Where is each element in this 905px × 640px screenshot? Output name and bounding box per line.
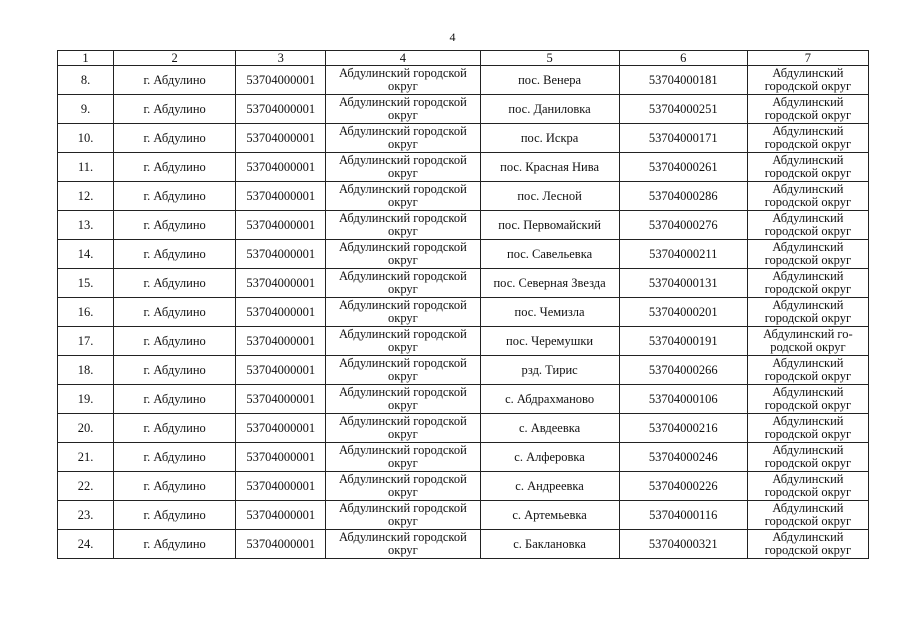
table-row bbox=[58, 269, 869, 298]
district-cell: Абдулинский городской округ bbox=[326, 356, 480, 385]
settlement-code-cell: 53704000201 bbox=[619, 298, 747, 327]
table-header-row bbox=[58, 51, 869, 66]
page-number: 4 bbox=[449, 30, 456, 44]
column-header: 5 bbox=[480, 51, 619, 66]
settlement-code-cell: 53704000266 bbox=[619, 356, 747, 385]
settlement-code-cell: 53704000226 bbox=[619, 472, 747, 501]
city-cell: г. Абдулино bbox=[114, 414, 236, 443]
okrug-cell: Абдулинский городской округ bbox=[747, 95, 868, 124]
okrug-cell: Абдулинский городской округ bbox=[747, 530, 868, 559]
column-header: 1 bbox=[58, 51, 114, 66]
settlement-code-cell: 53704000246 bbox=[619, 443, 747, 472]
row-number-cell: 8. bbox=[58, 66, 114, 95]
settlement-code-cell: 53704000276 bbox=[619, 211, 747, 240]
city-code-cell: 53704000001 bbox=[236, 182, 326, 211]
settlement-code-cell: 53704000321 bbox=[619, 530, 747, 559]
row-number-cell: 17. bbox=[58, 327, 114, 356]
table-row bbox=[58, 472, 869, 501]
city-cell: г. Абдулино bbox=[114, 95, 236, 124]
city-code-cell: 53704000001 bbox=[236, 95, 326, 124]
row-number-cell: 18. bbox=[58, 356, 114, 385]
district-cell: Абдулинский городской округ bbox=[326, 269, 480, 298]
settlement-cell: пос. Искра bbox=[480, 124, 619, 153]
row-number-cell: 21. bbox=[58, 443, 114, 472]
row-number-cell: 22. bbox=[58, 472, 114, 501]
settlement-cell: пос. Венера bbox=[480, 66, 619, 95]
okrug-cell: Абдулинский городской округ bbox=[747, 211, 868, 240]
district-cell: Абдулинский городской округ bbox=[326, 95, 480, 124]
okrug-cell: Абдулинский городской округ bbox=[747, 472, 868, 501]
settlement-cell: с. Абдрахманово bbox=[480, 385, 619, 414]
city-cell: г. Абдулино bbox=[114, 298, 236, 327]
column-header: 4 bbox=[326, 51, 480, 66]
city-code-cell: 53704000001 bbox=[236, 269, 326, 298]
settlement-cell: пос. Лесной bbox=[480, 182, 619, 211]
table-row bbox=[58, 240, 869, 269]
city-code-cell: 53704000001 bbox=[236, 443, 326, 472]
district-cell: Абдулинский городской округ bbox=[326, 66, 480, 95]
city-code-cell: 53704000001 bbox=[236, 501, 326, 530]
table-row bbox=[58, 530, 869, 559]
row-number-cell: 24. bbox=[58, 530, 114, 559]
settlement-cell: пос. Первомайский bbox=[480, 211, 619, 240]
city-cell: г. Абдулино bbox=[114, 443, 236, 472]
settlement-cell: пос. Чемизла bbox=[480, 298, 619, 327]
table-row bbox=[58, 414, 869, 443]
settlement-cell: рзд. Тирис bbox=[480, 356, 619, 385]
city-code-cell: 53704000001 bbox=[236, 356, 326, 385]
settlement-cell: с. Артемьевка bbox=[480, 501, 619, 530]
column-header: 2 bbox=[114, 51, 236, 66]
settlement-code-cell: 53704000216 bbox=[619, 414, 747, 443]
row-number-cell: 14. bbox=[58, 240, 114, 269]
city-code-cell: 53704000001 bbox=[236, 472, 326, 501]
city-code-cell: 53704000001 bbox=[236, 211, 326, 240]
settlement-cell: пос. Даниловка bbox=[480, 95, 619, 124]
district-cell: Абдулинский городской округ bbox=[326, 124, 480, 153]
table-row bbox=[58, 385, 869, 414]
table-row bbox=[58, 356, 869, 385]
city-cell: г. Абдулино bbox=[114, 182, 236, 211]
okrug-cell: Абдулинский городской округ bbox=[747, 124, 868, 153]
city-cell: г. Абдулино bbox=[114, 327, 236, 356]
table-row bbox=[58, 211, 869, 240]
okrug-cell: Абдулинский городской округ bbox=[747, 182, 868, 211]
row-number-cell: 15. bbox=[58, 269, 114, 298]
row-number-cell: 9. bbox=[58, 95, 114, 124]
city-cell: г. Абдулино bbox=[114, 385, 236, 414]
city-cell: г. Абдулино bbox=[114, 153, 236, 182]
city-cell: г. Абдулино bbox=[114, 530, 236, 559]
district-cell: Абдулинский городской округ bbox=[326, 385, 480, 414]
city-cell: г. Абдулино bbox=[114, 66, 236, 95]
settlement-cell: с. Алферовка bbox=[480, 443, 619, 472]
table-row bbox=[58, 66, 869, 95]
settlement-code-cell: 53704000131 bbox=[619, 269, 747, 298]
column-header: 3 bbox=[236, 51, 326, 66]
okrug-cell: Абдулинский городской округ bbox=[747, 385, 868, 414]
district-cell: Абдулинский городской округ bbox=[326, 472, 480, 501]
okrug-cell: Абдулинский городской округ bbox=[747, 153, 868, 182]
okrug-cell: Абдулинский городской округ bbox=[747, 501, 868, 530]
table-row bbox=[58, 95, 869, 124]
district-cell: Абдулинский городской округ bbox=[326, 182, 480, 211]
settlement-code-cell: 53704000261 bbox=[619, 153, 747, 182]
table-row bbox=[58, 501, 869, 530]
table-row bbox=[58, 153, 869, 182]
city-code-cell: 53704000001 bbox=[236, 414, 326, 443]
district-cell: Абдулинский городской округ bbox=[326, 211, 480, 240]
okrug-cell: Абдулинский городской округ bbox=[747, 443, 868, 472]
table-row bbox=[58, 182, 869, 211]
city-cell: г. Абдулино bbox=[114, 211, 236, 240]
city-code-cell: 53704000001 bbox=[236, 530, 326, 559]
district-cell: Абдулинский городской округ bbox=[326, 530, 480, 559]
row-number-cell: 20. bbox=[58, 414, 114, 443]
city-cell: г. Абдулино bbox=[114, 124, 236, 153]
table-row bbox=[58, 298, 869, 327]
settlements-table bbox=[57, 50, 869, 559]
table-row bbox=[58, 443, 869, 472]
city-code-cell: 53704000001 bbox=[236, 385, 326, 414]
settlement-code-cell: 53704000181 bbox=[619, 66, 747, 95]
settlement-cell: с. Андреевка bbox=[480, 472, 619, 501]
settlement-cell: с. Авдеевка bbox=[480, 414, 619, 443]
table-row bbox=[58, 327, 869, 356]
okrug-cell: Абдулинский городской округ bbox=[747, 240, 868, 269]
table-body bbox=[58, 66, 869, 559]
row-number-cell: 12. bbox=[58, 182, 114, 211]
district-cell: Абдулинский городской округ bbox=[326, 298, 480, 327]
settlement-code-cell: 53704000286 bbox=[619, 182, 747, 211]
okrug-cell: Абдулинский городской округ bbox=[747, 356, 868, 385]
okrug-cell: Абдулинский городской округ bbox=[747, 298, 868, 327]
city-code-cell: 53704000001 bbox=[236, 153, 326, 182]
okrug-cell: Абдулинский городской округ bbox=[747, 66, 868, 95]
city-code-cell: 53704000001 bbox=[236, 327, 326, 356]
column-header: 6 bbox=[619, 51, 747, 66]
settlement-code-cell: 53704000116 bbox=[619, 501, 747, 530]
settlement-cell: пос. Черемушки bbox=[480, 327, 619, 356]
settlement-code-cell: 53704000171 bbox=[619, 124, 747, 153]
district-cell: Абдулинский городской округ bbox=[326, 153, 480, 182]
district-cell: Абдулинский городской округ bbox=[326, 240, 480, 269]
district-cell: Абдулинский городской округ bbox=[326, 414, 480, 443]
okrug-cell: Абдулинский го-родской округ bbox=[747, 327, 868, 356]
okrug-cell: Абдулинский городской округ bbox=[747, 269, 868, 298]
district-cell: Абдулинский городской округ bbox=[326, 327, 480, 356]
city-cell: г. Абдулино bbox=[114, 240, 236, 269]
row-number-cell: 19. bbox=[58, 385, 114, 414]
settlement-code-cell: 53704000211 bbox=[619, 240, 747, 269]
row-number-cell: 23. bbox=[58, 501, 114, 530]
city-cell: г. Абдулино bbox=[114, 356, 236, 385]
column-header: 7 bbox=[747, 51, 868, 66]
table-row bbox=[58, 124, 869, 153]
row-number-cell: 11. bbox=[58, 153, 114, 182]
settlement-cell: пос. Северная Звезда bbox=[480, 269, 619, 298]
row-number-cell: 10. bbox=[58, 124, 114, 153]
settlement-cell: с. Баклановка bbox=[480, 530, 619, 559]
row-number-cell: 13. bbox=[58, 211, 114, 240]
city-cell: г. Абдулино bbox=[114, 501, 236, 530]
okrug-cell: Абдулинский городской округ bbox=[747, 414, 868, 443]
settlement-code-cell: 53704000191 bbox=[619, 327, 747, 356]
city-code-cell: 53704000001 bbox=[236, 66, 326, 95]
city-code-cell: 53704000001 bbox=[236, 298, 326, 327]
city-cell: г. Абдулино bbox=[114, 472, 236, 501]
settlement-cell: пос. Красная Нива bbox=[480, 153, 619, 182]
settlement-code-cell: 53704000106 bbox=[619, 385, 747, 414]
city-code-cell: 53704000001 bbox=[236, 124, 326, 153]
district-cell: Абдулинский городской округ bbox=[326, 501, 480, 530]
settlement-code-cell: 53704000251 bbox=[619, 95, 747, 124]
settlement-cell: пос. Савельевка bbox=[480, 240, 619, 269]
district-cell: Абдулинский городской округ bbox=[326, 443, 480, 472]
row-number-cell: 16. bbox=[58, 298, 114, 327]
city-code-cell: 53704000001 bbox=[236, 240, 326, 269]
city-cell: г. Абдулино bbox=[114, 269, 236, 298]
